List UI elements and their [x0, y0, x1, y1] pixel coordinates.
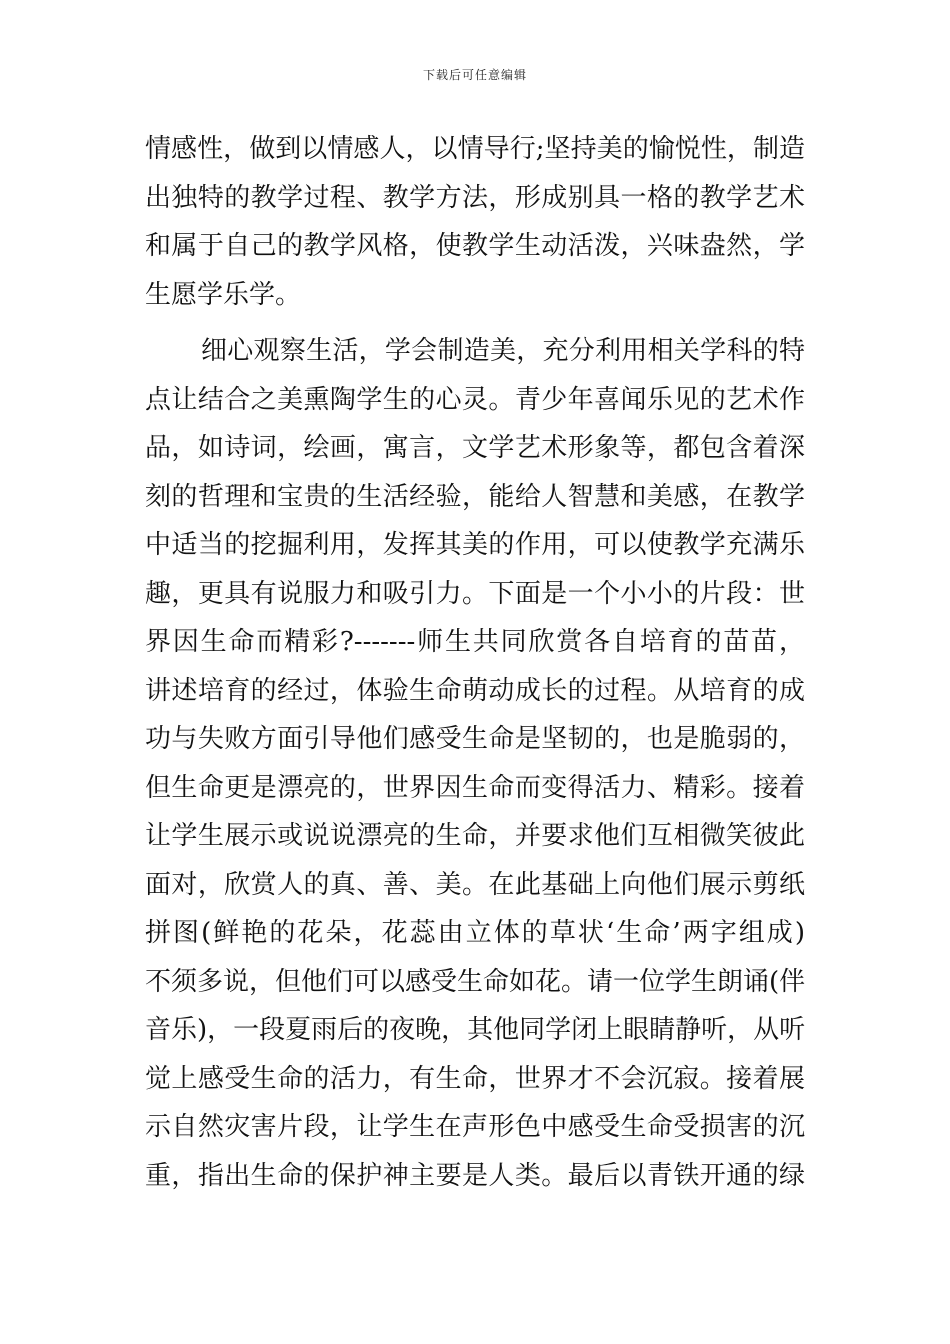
text-line: 出独特的教学过程、教学方法，形成别具一格的教学艺术 — [145, 182, 805, 213]
text-line: 讲述培育的经过，体验生命萌动成长的过程。从培育的成 — [145, 675, 805, 706]
text-line: 觉上感受生命的活力，有生命，世界才不会沉寂。接着展 — [145, 1063, 805, 1094]
text-line: 示自然灾害片段，让学生在声形色中感受生命受损害的沉 — [145, 1112, 805, 1142]
paragraph-2 — [145, 327, 805, 1200]
text-line: 但生命更是漂亮的，世界因生命而变得活力、精彩。接着 — [145, 772, 805, 803]
text-line: 生愿学乐学。 — [145, 279, 302, 310]
text-line: 趣，更具有说服力和吸引力。下面是一个小小的片段：世 — [145, 578, 805, 609]
text-line: 音乐)，一段夏雨后的夜晚，其他同学闭上眼睛静听，从听 — [145, 1015, 805, 1045]
text-line: 和属于自己的教学风格，使教学生动活泼，兴味盎然，学 — [145, 231, 805, 261]
text-line: 重，指出生命的保护神主要是人类。最后以青铁开通的绿 — [145, 1160, 805, 1191]
text-line: 面对，欣赏人的真、善、美。在此基础上向他们展示剪纸 — [145, 869, 805, 900]
page-header: 下载后可任意编辑 — [422, 68, 527, 82]
text-line: 功与失败方面引导他们感受生命是坚韧的，也是脆弱的， — [145, 724, 805, 754]
paragraph-1 — [145, 125, 805, 319]
text-line: 点让结合之美熏陶学生的心灵。青少年喜闻乐见的艺术作 — [145, 384, 805, 415]
text-line: 不须多说，但他们可以感受生命如花。请一位学生朗诵(伴 — [145, 966, 805, 997]
text-line: 让学生展示或说说漂亮的生命，并要求他们互相微笑彼此 — [145, 821, 805, 851]
text-line: 细心观察生活，学会制造美，充分利用相关学科的特 — [201, 336, 805, 366]
text-line: 中适当的挖掘利用，发挥其美的作用，可以使教学充满乐 — [145, 530, 805, 560]
text-line: 界因生命而精彩?-------师生共同欣赏各自培育的苗苗， — [145, 627, 805, 657]
text-line: 拼图(鲜艳的花朵，花蕊由立体的草状‘生命’两字组成) — [145, 918, 805, 948]
text-line: 情感性，做到以情感人，以情导行;坚持美的愉悦性，制造 — [145, 134, 805, 164]
document-body — [145, 125, 805, 1200]
text-line: 刻的哲理和宝贵的生活经验，能给人智慧和美感，在教学 — [145, 481, 805, 512]
text-line: 品，如诗词，绘画，寓言，文学艺术形象等，都包含着深 — [145, 433, 805, 463]
paragraph-gap — [145, 319, 805, 327]
